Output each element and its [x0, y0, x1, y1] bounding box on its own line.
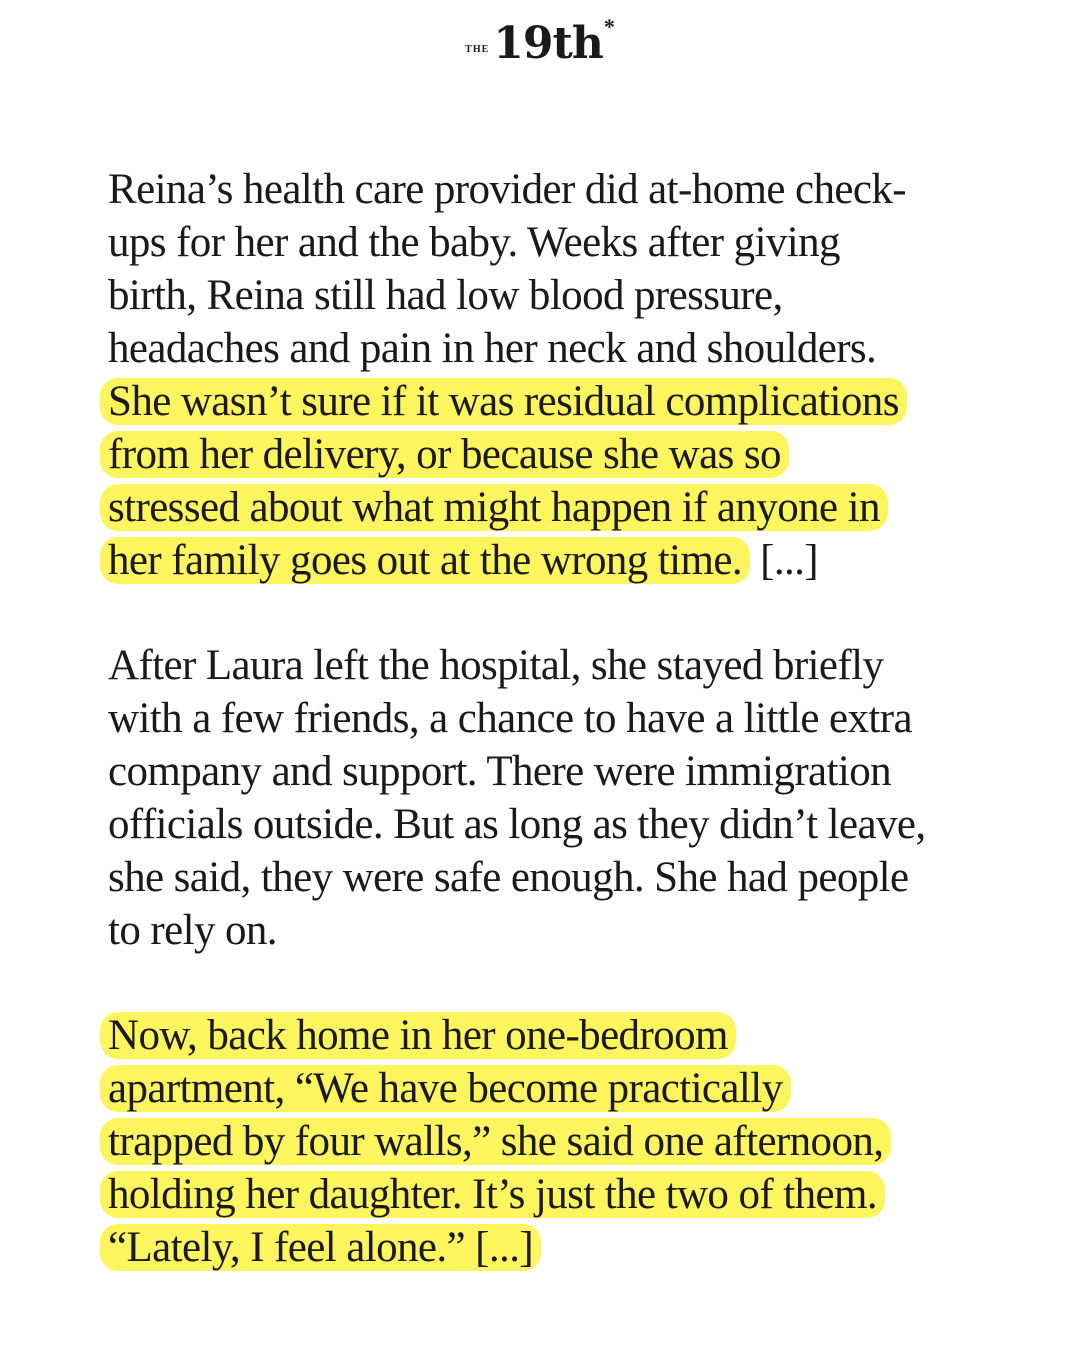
- text-line: company and support. There were immigration: [108, 748, 892, 795]
- highlighted-line: stressed about what might happen if anyone in: [108, 481, 1008, 534]
- paragraph-1: [108, 163, 1008, 587]
- highlighted-line: trapped by four walls,” she said one afternoon,: [108, 1115, 1008, 1168]
- logo-wordmark: 19th: [493, 18, 603, 69]
- highlighted-line: from her delivery, or because she was so: [108, 428, 1008, 481]
- text-line: with a few friends, a chance to have a little extra: [108, 695, 912, 742]
- text-line: ups for her and the baby. Weeks after giving: [108, 219, 840, 266]
- article-body: [108, 163, 1008, 1274]
- highlighted-line: apartment, “We have become practically: [108, 1062, 1008, 1115]
- publication-logo: [0, 14, 1080, 69]
- text-line: to rely on.: [108, 907, 277, 954]
- paragraph-3: [108, 1009, 1008, 1274]
- logo-asterisk: *: [603, 14, 615, 39]
- text-line: Reina’s health care provider did at-home check-: [108, 166, 906, 213]
- highlighted-line: Now, back home in her one-bedroom: [108, 1009, 1008, 1062]
- text-line: After Laura left the hospital, she stayed briefly: [108, 642, 884, 689]
- logo-prefix: THE: [465, 43, 490, 55]
- text-line: she said, they were safe enough. She had people: [108, 854, 909, 901]
- text-line: officials outside. But as long as they didn’t leave,: [108, 801, 926, 848]
- text-line: headaches and pain in her neck and shoulders.: [108, 325, 877, 372]
- highlighted-line: She wasn’t sure if it was residual complications: [108, 375, 1008, 428]
- highlighted-line: her family goes out at the wrong time. [...]: [108, 534, 1008, 587]
- paragraph-2: [108, 639, 1008, 957]
- text-line: birth, Reina still had low blood pressure,: [108, 272, 783, 319]
- highlighted-line: “Lately, I feel alone.” [...]: [108, 1221, 1008, 1274]
- highlighted-line: holding her daughter. It’s just the two of them.: [108, 1168, 1008, 1221]
- ellipsis-marker: [...]: [749, 537, 819, 584]
